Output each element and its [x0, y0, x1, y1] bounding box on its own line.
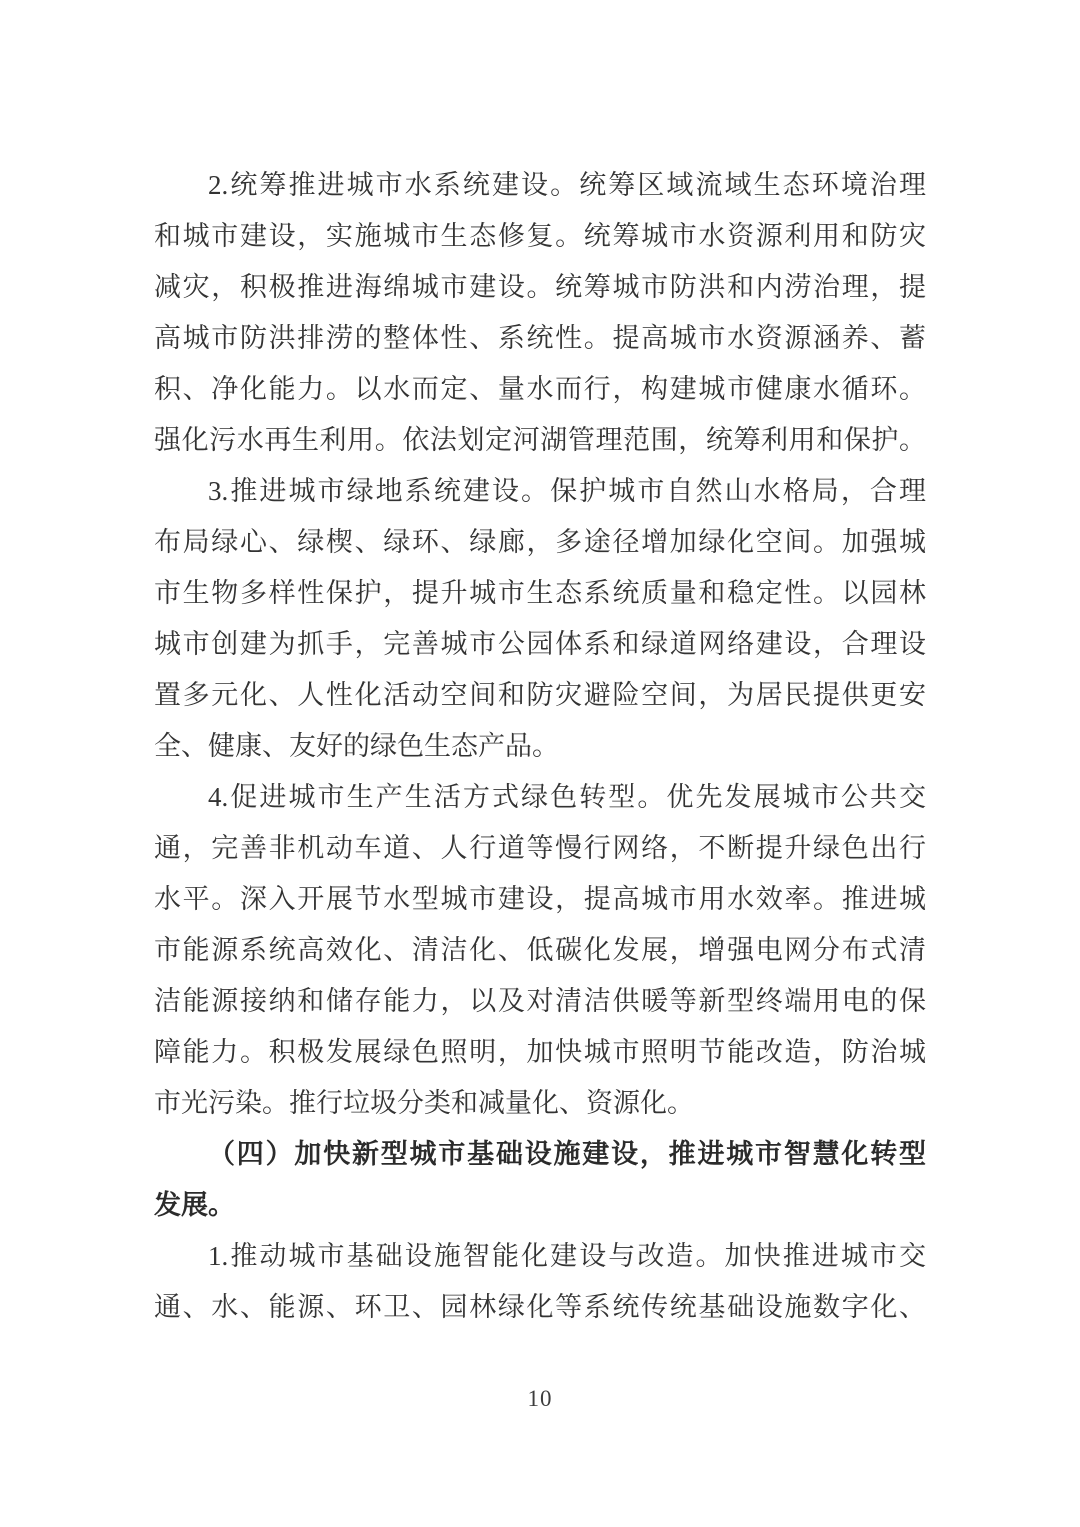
text-line: 市光污染。推行垃圾分类和减量化、资源化。 [154, 1088, 694, 1118]
page-number: 10 [527, 1386, 553, 1411]
text-line: 置多元化、人性化活动空间和防灾避险空间，为居民提供更安 [154, 680, 926, 710]
heading-line: 发展。 [154, 1190, 235, 1220]
text-line: 2.统筹推进城市水系统建设。统筹区域流域生态环境治理 [208, 170, 926, 200]
text-line: 洁能源接纳和储存能力，以及对清洁供暖等新型终端用电的保 [154, 986, 926, 1016]
text-line: 强化污水再生利用。依法划定河湖管理范围，统筹利用和保护。 [154, 425, 926, 455]
text-block [154, 160, 926, 1333]
text-line: 城市创建为抓手，完善城市公园体系和绿道网络建设，合理设 [154, 629, 926, 659]
text-line: 4.促进城市生产生活方式绿色转型。优先发展城市公共交 [208, 782, 926, 812]
paragraph-green-transition [154, 772, 926, 1129]
text-line: 通、水、能源、环卫、园林绿化等系统传统基础设施数字化、 [154, 1292, 926, 1322]
text-line: 高城市防洪排涝的整体性、系统性。提高城市水资源涵养、蓄 [154, 323, 926, 353]
paragraph-smart-infrastructure [154, 1231, 926, 1333]
paragraph-green-space [154, 466, 926, 772]
text-line: 1.推动城市基础设施智能化建设与改造。加快推进城市交 [208, 1241, 926, 1271]
text-line: 市能源系统高效化、清洁化、低碳化发展，增强电网分布式清 [154, 935, 926, 965]
text-line: 全、健康、友好的绿色生态产品。 [154, 731, 559, 761]
paragraph-water-system [154, 160, 926, 466]
text-line: 布局绿心、绿楔、绿环、绿廊，多途径增加绿化空间。加强城 [154, 527, 926, 557]
section-heading-4 [154, 1129, 926, 1231]
text-line: 障能力。积极发展绿色照明，加快城市照明节能改造，防治城 [154, 1037, 926, 1067]
heading-line: （四）加快新型城市基础设施建设，推进城市智慧化转型 [208, 1139, 926, 1169]
text-line: 通，完善非机动车道、人行道等慢行网络，不断提升绿色出行 [154, 833, 926, 863]
text-line: 积、净化能力。以水而定、量水而行，构建城市健康水循环。 [154, 374, 926, 404]
text-line: 3.推进城市绿地系统建设。保护城市自然山水格局，合理 [208, 476, 926, 506]
text-line: 市生物多样性保护，提升城市生态系统质量和稳定性。以园林 [154, 578, 926, 608]
text-line: 和城市建设，实施城市生态修复。统筹城市水资源利用和防灾 [154, 221, 926, 251]
text-line: 减灾，积极推进海绵城市建设。统筹城市防洪和内涝治理，提 [154, 272, 926, 302]
text-line: 水平。深入开展节水型城市建设，提高城市用水效率。推进城 [154, 884, 926, 914]
